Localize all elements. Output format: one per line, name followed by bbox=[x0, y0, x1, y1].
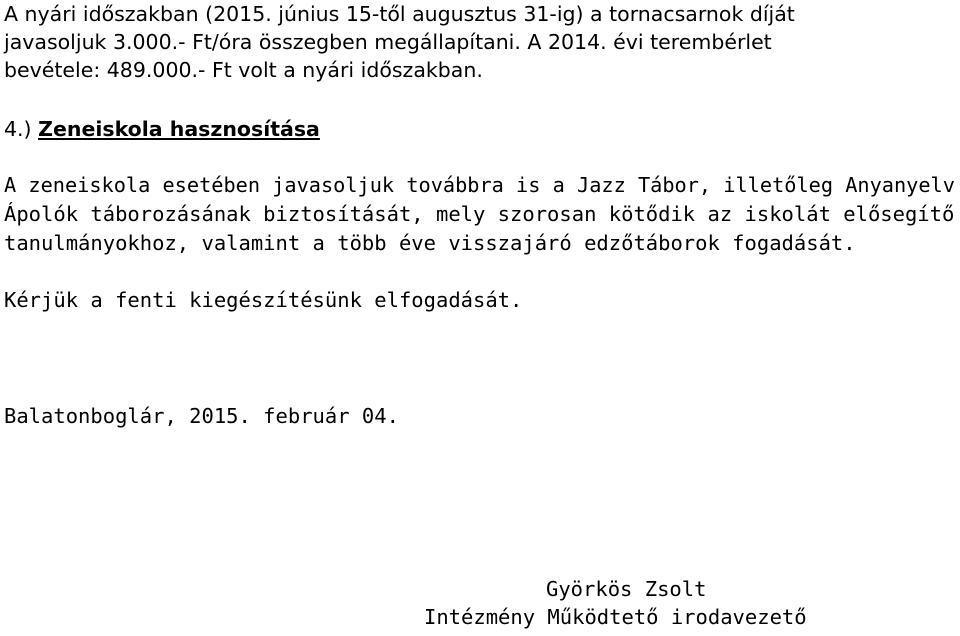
music-paragraph-line-1: A zeneiskola esetében javasoljuk továbbra is a Jazz Tábor, illetőleg Anyanyelv bbox=[4, 173, 955, 197]
section-number: 4.) bbox=[4, 117, 32, 141]
summer-paragraph-line-3: bevétele: 489.000.- Ft volt a nyári időszakban. bbox=[4, 58, 483, 82]
section-heading bbox=[4, 115, 320, 143]
music-paragraph-line-2: Ápolók táborozásának biztosítását, mely szorosan kötődik az iskolát elősegítő bbox=[4, 202, 955, 226]
summer-paragraph-line-2: javasoljuk 3.000.- Ft/óra összegben megállapítani. A 2014. évi terembérlet bbox=[4, 30, 772, 54]
signatory-title: Intézmény Működtető irodavezető bbox=[424, 605, 807, 629]
summer-paragraph-line-1: A nyári időszakban (2015. június 15-től augusztus 31-ig) a tornacsarnok díját bbox=[4, 2, 795, 26]
section-title: Zeneiskola hasznosítása bbox=[38, 117, 320, 141]
request-sentence: Kérjük a fenti kiegészítésünk elfogadását. bbox=[4, 288, 523, 312]
place-date: Balatonboglár, 2015. február 04. bbox=[4, 404, 399, 428]
signatory-name: Györkös Zsolt bbox=[546, 577, 707, 601]
music-paragraph-line-3: tanulmányokhoz, valamint a több éve visszajáró edzőtáborok fogadását. bbox=[4, 231, 856, 255]
